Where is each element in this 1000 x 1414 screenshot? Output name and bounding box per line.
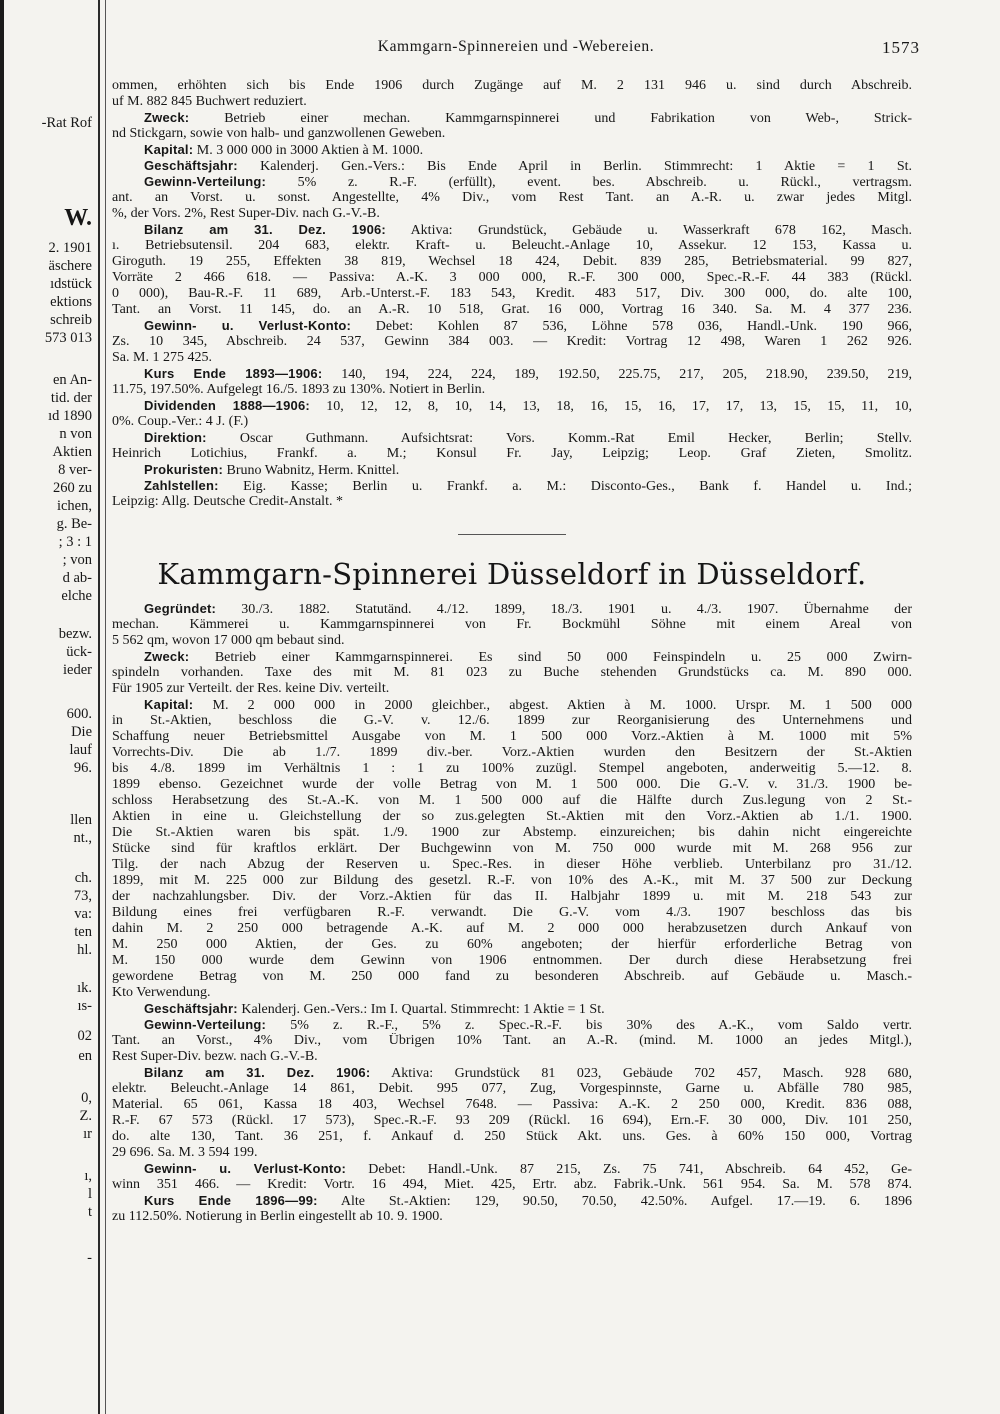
margin-fragment: lauf (69, 742, 92, 758)
text-line: Gewinn-Verteilung: 5% z. R.-F., 5% z. Spec.-R.-F. bis 30% des A.-K., vom Saldo vertr. (144, 1017, 912, 1033)
section-keyword: Bilanz am 31. Dez. 1906: (144, 1065, 371, 1080)
text-line: Bilanz am 31. Dez. 1906: Aktiva: Grundstück, Gebäude u. Wasserkraft 678 162, Masch. (144, 222, 912, 238)
section-keyword: Geschäftsjahr: (144, 158, 238, 173)
margin-fragment: ıdstück (50, 276, 92, 292)
margin-fragment: ; von (62, 552, 92, 568)
margin-fragment: en (78, 1048, 92, 1064)
text-line: Geschäftsjahr: Kalenderj. Gen.-Vers.: Bis Ende April in Berlin. Stimmrecht: 1 Aktie = 1 St. (144, 158, 912, 174)
margin-fragment: 0, (81, 1090, 92, 1106)
section-keyword: Direktion: (144, 430, 207, 445)
margin-fragment: 260 zu (52, 480, 92, 496)
text-line: do. alte 130, Tant. 36 251, f. Ankauf d. 250 Stück Akt. uns. Ges. à 60% 150 000, Vortrag (112, 1129, 912, 1144)
margin-fragment: ieder (63, 662, 92, 678)
text-line: Die St.-Aktien waren bis spät. 1./9. 1900 zur Abstemp. einzureichen; bis dahin nicht eingereichte (112, 825, 912, 840)
text-line: 0%. Coup.-Ver.: 4 J. (F.) (112, 414, 249, 429)
section-keyword: Kurs Ende 1893—1906: (144, 366, 323, 381)
text-line: Dividenden 1888—1906: 10, 12, 12, 8, 10, 14, 13, 18, 16, 15, 16, 17, 17, 13, 15, 15, 11, 10, (144, 398, 912, 414)
text-line: elektr. Beleucht.-Anlage 14 861, Debit. 995 077, Zug, Vorgespinnste, Garne u. Abfälle 780 985, (112, 1081, 912, 1096)
margin-fragment: W. (64, 205, 92, 231)
margin-fragment: 600. (66, 706, 92, 722)
margin-fragment: 573 013 (44, 330, 92, 346)
text-line: mechan. Kämmerei u. Kammgarnspinnerei von Fr. Bockmühl Söhne mit einem Areal von (112, 617, 912, 632)
section-keyword: Zweck: (144, 110, 190, 125)
margin-fragment: bezw. (58, 626, 92, 642)
text-line: 5 562 qm, wovon 17 000 qm bebaut sind. (112, 633, 345, 648)
text-line: Zs. 10 345, Abschreib. 24 537, Gewinn 384 003. — Kredit: Vortrag 12 498, Waren 1 262 926. (112, 334, 912, 349)
text-line: Bilanz am 31. Dez. 1906: Aktiva: Grundstück 81 023, Gebäude 702 457, Masch. 928 680, (144, 1065, 912, 1081)
section-keyword: Kapital: (144, 142, 194, 157)
text-line: Prokuristen: Bruno Wabnitz, Herm. Knittel. (144, 462, 400, 478)
margin-fragment: en An- (52, 372, 92, 388)
section-keyword: Gewinn-Verteilung: (144, 174, 267, 189)
section-keyword: Gewinn- u. Verlust-Konto: (144, 1161, 347, 1176)
text-line: ı. Betriebsutensil. 204 683, elektr. Kraft- u. Beleucht.-Anlage 10, Assekur. 12 153, Kassa u. (112, 238, 912, 253)
section-company-duesseldorf (112, 557, 912, 1225)
text-line: Schaffung neuer Betriebsmittel Ausgabe von M. 1 500 000 Vorz.-Aktien à M. 1000 mit 5% (112, 729, 912, 744)
margin-fragment: ch. (74, 870, 92, 886)
section-keyword: Prokuristen: (144, 462, 223, 477)
text-line: Material. 65 061, Kassa 18 403, Wechsel 7648. — Passiva: A.-K. 2 250 000, Kredit. 836 088, (112, 1097, 912, 1112)
section-keyword: Gegründet: (144, 601, 217, 616)
section-separator (458, 534, 566, 535)
text-line: Zweck: Betrieb einer mechan. Kammgarnspinnerei und Fabrikation von Web-, Strick- (144, 110, 912, 126)
section-keyword: Bilanz am 31. Dez. 1906: (144, 222, 386, 237)
margin-fragment: n von (59, 426, 92, 442)
text-line: Heinrich Lotichius, Frankf. a. M.; Konsul Fr. Jay, Leipzig; Leop. Graf Zieten, Smolitz. (112, 446, 912, 461)
text-line: Gegründet: 30./3. 1882. Statutänd. 4./12. 1899, 18./3. 1901 u. 4./3. 1907. Übernahme der (144, 601, 912, 617)
margin-fragment: llen (70, 812, 92, 828)
text-line: Vorrechts-Div. Die ab 1./7. 1899 div.-ber. Vorz.-Aktien wurden den Besitzern der St.-Aktien (112, 745, 912, 760)
margin-fragment: 02 (77, 1028, 92, 1044)
text-line: dahin M. 2 250 000 betragende A.-K. auf M. 2 000 000 herabzusetzen durch Ankauf von (112, 921, 912, 936)
margin-fragment: 96. (73, 760, 92, 776)
running-header (112, 38, 920, 62)
text-line: Zahlstellen: Eig. Kasse; Berlin u. Frankf. a. M.: Disconto-Ges., Bank f. Handel u. Ind.; (144, 478, 912, 494)
margin-fragment: schreib (50, 312, 92, 328)
section-keyword: Kurs Ende 1896—99: (144, 1193, 318, 1208)
text-line: spindeln vorhanden. Taxe des mit M. 81 023 zu Buche stehenden Grundstücks ca. M. 890 000. (112, 665, 912, 680)
text-line: schloss Herabsetzung des St.-A.-K. von M. 1 500 000 auf die Hälfte durch Zus.legung von 2 St.- (112, 793, 912, 808)
section-previous-company (112, 78, 912, 510)
margin-fragment: ır (83, 1126, 92, 1142)
margin-fragment: ıd 1890 (48, 408, 92, 424)
left-page-margin (0, 0, 96, 1414)
text-line: Kapital: M. 3 000 000 in 3000 Aktien à M. 1000. (144, 142, 424, 158)
page-number: 1573 (882, 38, 920, 57)
margin-fragment: Z. (79, 1108, 92, 1124)
text-line: Bildung eines frei verfügbaren R.-F. verwandt. Die G.-V. vom 4./3. 1907 beschloss das bis (112, 905, 912, 920)
text-line: M. 150 000 wurde dem Gewinn von 1906 entnommen. Der durch diese Herabsetzung frei (112, 953, 912, 968)
margin-fragment: ı, (84, 1168, 92, 1184)
text-line: bis 4./8. 1899 im Verhältnis 1 : 1 zu 100% zuzügl. Stempel angeboten, anderweitig 5.—12. 8. (112, 761, 912, 776)
text-line: Kurs Ende 1893—1906: 140, 194, 224, 224, 189, 192.50, 225.75, 217, 205, 218.90, 239.50, 219, (144, 366, 912, 382)
margin-fragment: g. Be- (56, 516, 92, 532)
text-line: Stücke sind für kraftlos erklärt. Der Buchgewinn von M. 750 000 wurde mit M. 268 956 zur (112, 841, 912, 856)
text-line: Tant. an Vorst., 4% Div., vom Übrigen 10% Tant. an A.-R. (mind. M. 1000 an jedes Mitgl.), (112, 1033, 912, 1048)
margin-fragment: t (87, 1204, 92, 1220)
text-line: Tant. an Vorst. 11 145, do. an A.-R. 10 518, Grat. 16 000, Vortrag 16 340. Sa. M. 4 377 236. (112, 302, 912, 317)
text-line: Sa. M. 1 275 425. (112, 350, 212, 365)
text-line: nd Stickgarn, sowie von halb- und ganzwollenen Geweben. (112, 126, 446, 141)
text-line: in St.-Aktien, beschloss die G.-V. v. 12./6. 1899 zur Reorganisierung des Unternehmens und (112, 713, 912, 728)
margin-fragment: tid. der (50, 390, 92, 406)
section-keyword: Zahlstellen: (144, 478, 219, 493)
margin-fragment: ık. (77, 980, 92, 996)
section-keyword: Kapital: (144, 697, 194, 712)
text-line: Geschäftsjahr: Kalenderj. Gen.-Vers.: Im I. Quartal. Stimmrecht: 1 Aktie = 1 St. (144, 1001, 605, 1017)
margin-fragment: Die (71, 724, 92, 740)
gutter-line (98, 0, 100, 1414)
text-line: Kapital: M. 2 000 000 in 2000 gleichber., abgest. Aktien à M. 1000. Urspr. M. 1 500 000 (144, 697, 912, 713)
margin-fragment: - (87, 1250, 92, 1266)
margin-fragment: 73, (73, 888, 92, 904)
text-line: Gewinn- u. Verlust-Konto: Debet: Kohlen 87 536, Löhne 578 036, Handl.-Unk. 190 966, (144, 318, 912, 334)
text-line: 11.75, 197.50%. Aufgelegt 16./5. 1893 zu 130%. Notiert in Berlin. (112, 382, 486, 397)
section-keyword: Geschäftsjahr: (144, 1001, 238, 1016)
text-line: R.-F. 67 573 (Rückl. 17 573), Spec.-R.-F. 93 209 (Rückl. 16 694), Ern.-F. 30 000, Div. 101 250, (112, 1113, 912, 1128)
margin-fragment: 8 ver- (58, 462, 92, 478)
text-line: Giroguth. 19 255, Effekten 38 819, Wechsel 18 424, Debit. 839 285, Betriebsmaterial. 99 827, (112, 254, 912, 269)
text-line: 29 696. Sa. M. 3 594 199. (112, 1145, 258, 1160)
text-line: 1899, mit M. 225 000 zur Bildung des gesetzl. R.-F. von 10% des A.-K., mit M. 37 500 zur Deckung (112, 873, 912, 888)
margin-fragment: ; 3 : 1 (58, 534, 92, 550)
text-line: winn 351 466. — Kredit: Vortr. 16 494, Miet. 425, Ertr. abz. Fabrik.-Unk. 561 954. Sa. M. 578 874. (112, 1177, 912, 1192)
section-keyword: Zweck: (144, 649, 190, 664)
section-keyword: Dividenden 1888—1906: (144, 398, 310, 413)
margin-fragment: elche (61, 588, 92, 604)
margin-fragment: d ab- (62, 570, 92, 586)
text-line: Aktien in eine u. Gleichstellung der so zus.gelegten St.-Aktien mit den Vorz.-Aktien ab 1./1. 1900. (112, 809, 912, 824)
section-keyword: Gewinn-Verteilung: (144, 1017, 267, 1032)
text-line: uf M. 882 845 Buchwert reduziert. (112, 94, 307, 109)
section-keyword: Gewinn- u. Verlust-Konto: (144, 318, 352, 333)
margin-fragment: va: (74, 906, 92, 922)
margin-fragment: nt., (73, 830, 92, 846)
text-line: Vorräte 2 466 618. — Passiva: A.-K. 3 000 000, R.-F. 300 000, Spec.-R.-F. 44 383 (Rückl. (112, 270, 912, 285)
page-content (112, 78, 912, 1225)
margin-fragment: ektions (50, 294, 92, 310)
text-line: ant. an Vorst. u. sonst. Angestellte, 4% Div., vom Rest Tant. an A.-R. u. zwar jedes Mitgl. (112, 190, 912, 205)
margin-fragment: ıs- (77, 998, 92, 1014)
text-line: gewordene Betrag von M. 250 000 fand zu besonderen Abschreib. auf Gebäude u. Masch.- (112, 969, 912, 984)
text-line: %, der Vors. 2%, Rest Super-Div. nach G.-V.-B. (112, 206, 380, 221)
text-line: zu 112.50%. Notierung in Berlin eingestellt ab 10. 9. 1900. (112, 1209, 443, 1224)
margin-fragment: -Rat Rof (41, 115, 92, 131)
text-line: ommen, erhöhten sich bis Ende 1906 durch Zugänge auf M. 2 131 946 u. sind durch Abschreib. (112, 78, 912, 93)
text-line: Für 1905 zur Verteilt. der Res. keine Div. verteilt. (112, 681, 390, 696)
company-title: Kammgarn-Spinnerei Düsseldorf in Düsseldorf. (157, 557, 867, 591)
text-line: Rest Super-Div. bezw. nach G.-V.-B. (112, 1049, 318, 1064)
margin-fragment: äschere (48, 258, 92, 274)
margin-fragment: ück- (66, 644, 92, 660)
margin-fragment: Aktien (52, 444, 92, 460)
text-line: Direktion: Oscar Guthmann. Aufsichtsrat: Vors. Komm.-Rat Emil Hecker, Berlin; Stellv. (144, 430, 912, 446)
text-line: Leipzig: Allg. Deutsche Credit-Anstalt. * (112, 494, 343, 509)
text-line: Tilg. der nach Abzug der Reserven u. Spec.-Res. in dieser Höhe verblieb. Unterbilanz pro 31./12. (112, 857, 912, 872)
running-header-title: Kammgarn-Spinnereien und -Webereien. (377, 38, 655, 55)
text-line: Zweck: Betrieb einer Kammgarnspinnerei. Es sind 50 000 Feinspindeln u. 25 000 Zwirn- (144, 649, 912, 665)
text-line: Gewinn-Verteilung: 5% z. R.-F. (erfüllt), event. bes. Abschreib. u. Rückl., vertragsm. (144, 174, 912, 190)
margin-fragment: hl. (77, 942, 92, 958)
text-line: Kurs Ende 1896—99: Alte St.-Aktien: 129, 90.50, 70.50, 42.50%. Aufgel. 17.—19. 6. 1896 (144, 1193, 912, 1209)
text-line: 0 000), Bau-R.-F. 11 689, Arb.-Unterst.-F. 183 543, Kredit. 483 517, Div. 300 000, do. alte 100, (112, 286, 912, 301)
text-line: Gewinn- u. Verlust-Konto: Debet: Handl.-Unk. 87 215, Zs. 75 741, Abschreib. 64 452, Ge- (144, 1161, 912, 1177)
text-line: der nachzahlungsber. Div. der Vorz.-Aktien für das II. Halbjahr 1899 u. mit M. 218 543 zur (112, 889, 912, 904)
margin-fragment: ichen, (56, 498, 92, 514)
text-line: 1899 ebenso. Gezeichnet wurde der volle Betrag von M. 1 500 000. Die G.-V. v. 31./3. 1900 be- (112, 777, 912, 792)
text-line: M. 250 000 Aktien, der Ges. zu 60% angeboten; der hierfür erforderliche Betrag von (112, 937, 912, 952)
margin-fragment: 2. 1901 (48, 240, 92, 256)
margin-fragment: ten (74, 924, 92, 940)
text-line: Kto Verwendung. (112, 985, 211, 1000)
margin-fragment: l (87, 1186, 92, 1202)
gutter-line-inner (105, 0, 106, 1414)
